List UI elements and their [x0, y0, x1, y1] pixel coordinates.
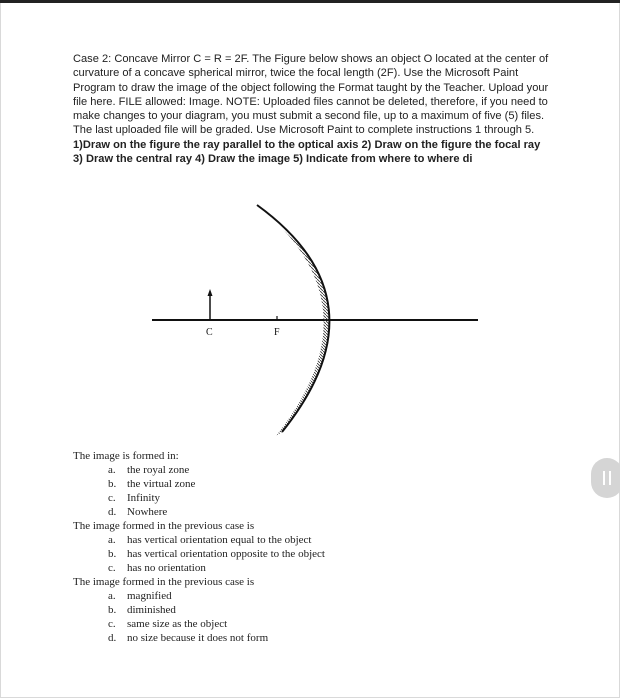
- case-description: Case 2: Concave Mirror C = R = 2F. The Figure below shows an object O located at the center of curvature of a concave spherical mirror, twice the focal length (2F). Use the Microsoft Paint Program to draw the image of the object following the Format taught by the Teacher. Upload your file here. FILE allowed: Image. NOTE: Uploaded files cannot be deleted, therefore, if you need to make changes to your diagram, you must submit a second file, up to a maximum of five (5) files. The last uploaded file will be graded. Use Microsoft Paint to complete instructions 1 through 5.: [73, 53, 549, 137]
- focal-label: F: [274, 327, 280, 338]
- mirror-diagram: [140, 195, 490, 445]
- question-1: [73, 449, 493, 519]
- answer-option[interactable]: b. diminished: [108, 604, 176, 616]
- mirror-figure: [140, 195, 490, 445]
- question-title: The image formed in the previous case is: [73, 576, 255, 588]
- answer-option[interactable]: c. has no orientation: [108, 562, 206, 574]
- question-title: The image is formed in:: [73, 450, 179, 462]
- question-title: The image formed in the previous case is: [73, 520, 255, 532]
- scroll-handle[interactable]: [591, 458, 620, 498]
- answer-option[interactable]: c. Infinity: [108, 492, 160, 504]
- answer-option[interactable]: a. the royal zone: [108, 464, 190, 476]
- object-arrow-head: [208, 289, 213, 296]
- pause-bars-icon: [602, 471, 612, 485]
- answer-option[interactable]: a. has vertical orientation equal to the object: [108, 534, 312, 546]
- center-label: C: [206, 327, 213, 338]
- answer-option[interactable]: d. Nowhere: [108, 506, 168, 518]
- answer-option[interactable]: c. same size as the object: [108, 618, 228, 630]
- drawing-instructions: 1)Draw on the figure the ray parallel to the optical axis 2) Draw on the figure the focal ray 3) Draw the central ray 4) Draw the image 5) Indicate from where to where di: [73, 138, 541, 166]
- question-2: [73, 519, 493, 575]
- question-3: [73, 575, 493, 645]
- answer-option[interactable]: b. has vertical orientation opposite to the object: [108, 548, 325, 560]
- answer-option[interactable]: b. the virtual zone: [108, 478, 196, 490]
- answer-option[interactable]: d. no size because it does not form: [108, 632, 269, 644]
- question-intro: [73, 52, 553, 166]
- answer-option[interactable]: a. magnified: [108, 590, 172, 602]
- questions-section: [73, 449, 493, 645]
